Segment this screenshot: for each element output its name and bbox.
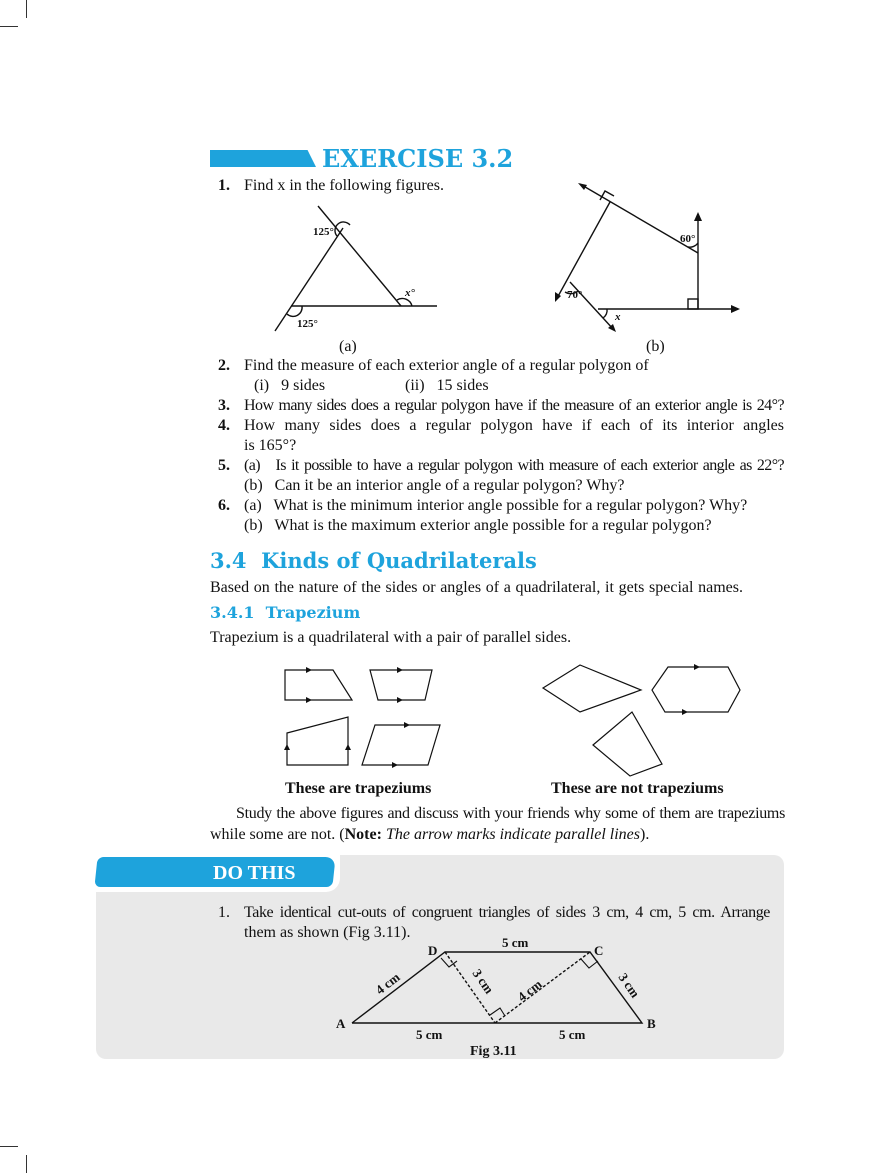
- side-label: 4 cm: [372, 969, 403, 998]
- question-number: 3.: [218, 397, 230, 414]
- figure-caption: These are not trapeziums: [551, 780, 724, 797]
- angle-label: 125°: [313, 226, 334, 238]
- side-label: 3 cm: [615, 970, 643, 1001]
- question-text: How many sides does a regular polygon have if each of its interior angles: [244, 417, 784, 434]
- section-heading: 3.4 Kinds of Quadrilaterals: [210, 548, 537, 573]
- paragraph: Trapezium is a quadrilateral with a pair of parallel sides.: [210, 629, 572, 646]
- question-text: (b) What is the maximum exterior angle possible for a regular polygon?: [244, 517, 712, 534]
- angle-label: 70°: [567, 289, 583, 301]
- do-this-title: DO THIS: [213, 862, 296, 884]
- angle-label: x°: [405, 287, 415, 299]
- question-number: 2.: [218, 357, 230, 374]
- question-text: (a) Is it possible to have a regular polygon with measure of each exterior angle as 22°?: [244, 457, 784, 474]
- side-label: 5 cm: [559, 1027, 586, 1042]
- item-text: Take identical cut-outs of congruent triangles of sides 3 cm, 4 cm, 5 cm. Arrange: [244, 904, 770, 921]
- question-text: Find x in the following figures.: [244, 177, 444, 194]
- question-text: (b) Can it be an interior angle of a regular polygon? Why?: [244, 477, 625, 494]
- note-label: Note:: [344, 826, 382, 843]
- figure-caption: These are trapeziums: [285, 780, 432, 797]
- question-number: 6.: [218, 497, 230, 514]
- question-text: How many sides does a regular polygon have if the measure of an exterior angle is 24°?: [244, 397, 784, 414]
- vertex-label: C: [594, 943, 604, 958]
- note-text: The arrow marks indicate parallel lines: [381, 826, 640, 843]
- angle-label: 60°: [680, 233, 696, 245]
- side-label: 3 cm: [469, 966, 497, 997]
- figure-label: (a): [339, 338, 357, 355]
- question-number: 5.: [218, 457, 230, 474]
- question-text: Find the measure of each exterior angle of a regular polygon of: [244, 357, 649, 374]
- question-text: (a) What is the minimum interior angle possible for a regular polygon? Why?: [244, 497, 748, 514]
- text: while some are not. (: [210, 826, 345, 843]
- question-number: 1.: [218, 177, 230, 194]
- vertex-label: D: [428, 943, 438, 958]
- vertex-label: B: [647, 1016, 656, 1031]
- figure-label: (b): [646, 338, 665, 355]
- subsection-heading: 3.4.1 Trapezium: [210, 603, 361, 622]
- angle-label: x: [615, 311, 621, 323]
- question-option: (i) 9 sides: [254, 377, 326, 394]
- side-label: 4 cm: [514, 976, 545, 1005]
- figure-caption: Fig 3.11: [470, 1044, 517, 1059]
- exercise-title: EXERCISE 3.2: [322, 144, 514, 173]
- paragraph: Study the above figures and discuss with your friends why some of them are trapeziums: [236, 805, 785, 822]
- question-option: (ii) 15 sides: [405, 377, 489, 394]
- question-number: 4.: [218, 417, 230, 434]
- item-text: them as shown (Fig 3.11).: [244, 924, 411, 941]
- angle-label: 125°: [297, 318, 318, 330]
- vertex-label: A: [336, 1016, 346, 1031]
- question-text: is 165°?: [244, 437, 297, 454]
- text: ).: [640, 826, 650, 843]
- side-label: 5 cm: [502, 935, 529, 950]
- side-label: 5 cm: [416, 1027, 443, 1042]
- paragraph: Based on the nature of the sides or angles of a quadrilateral, it gets special names.: [210, 579, 743, 596]
- item-number: 1.: [218, 904, 230, 921]
